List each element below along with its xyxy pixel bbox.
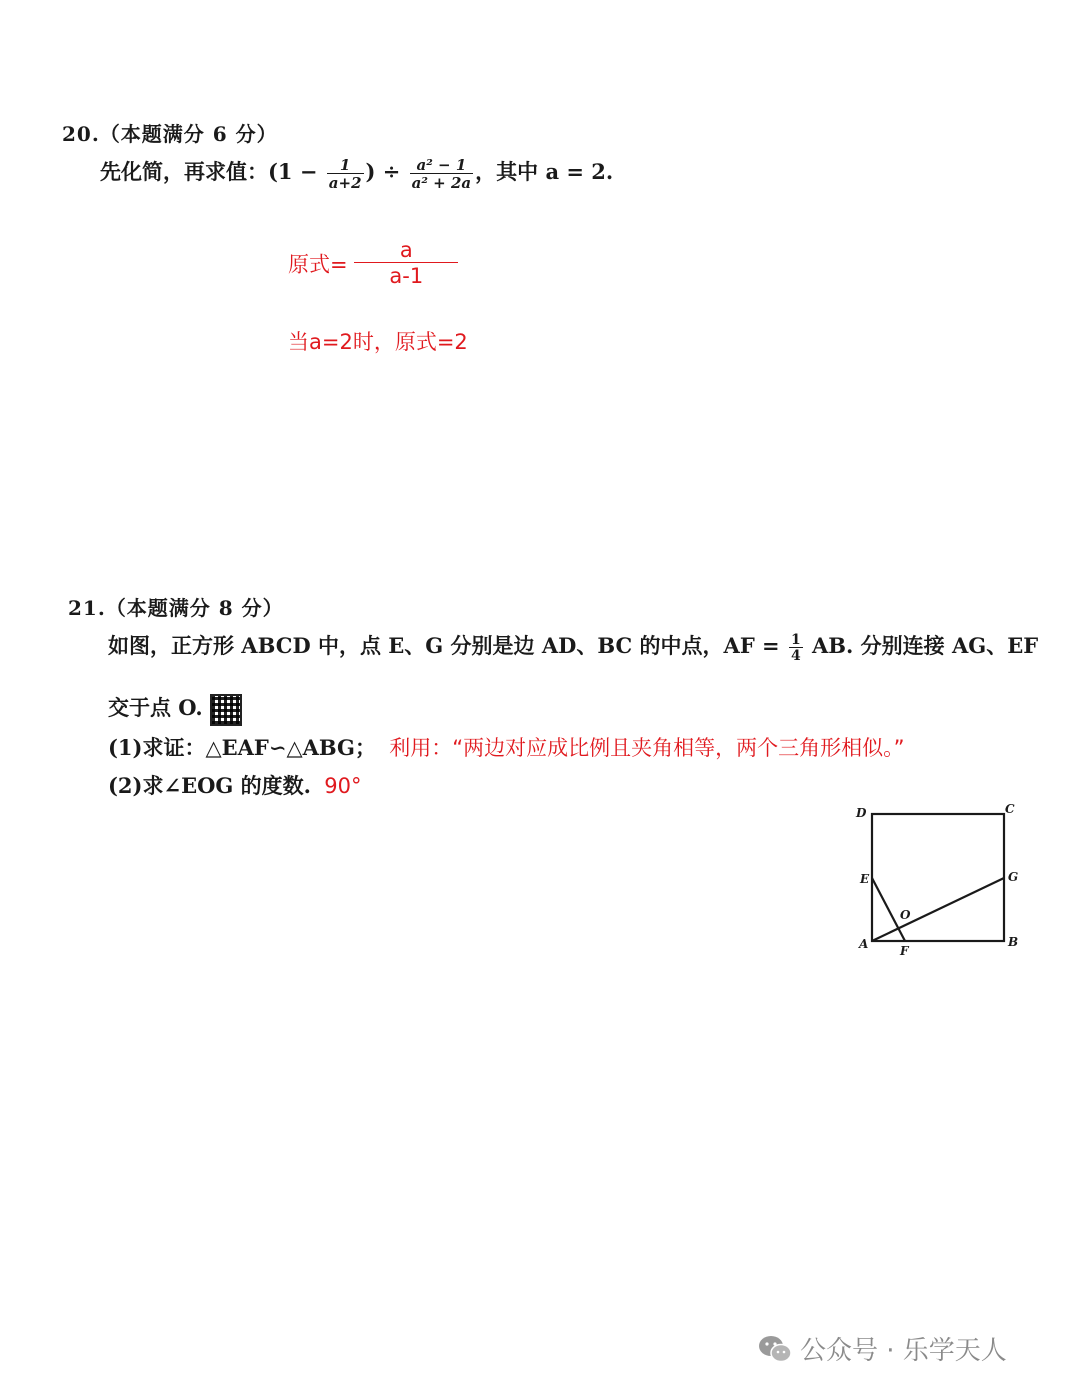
q20-answer-eval: 当a=2时，原式=2 <box>288 330 468 354</box>
square-figure <box>850 798 1030 960</box>
q20-answer-fraction <box>354 238 458 289</box>
label-a: A <box>859 937 869 951</box>
q21-af-den: 4 <box>790 647 801 664</box>
label-g: G <box>1008 870 1019 884</box>
square-abcd <box>872 814 1004 941</box>
q20-fraction-2 <box>410 157 473 191</box>
q20-fraction-1-den: a+2 <box>328 173 362 192</box>
q21-line2 <box>108 692 242 726</box>
q20-answer-label: 原式= <box>288 252 348 277</box>
label-d: D <box>856 806 867 820</box>
q20-fraction-2-den: a² + 2a <box>411 173 472 192</box>
q21-part1-answer: 利用：“两边对应成比例且夹角相等，两个三角形相似。” <box>389 736 905 760</box>
q20-prompt-lead: 先化简，再求值： <box>100 159 268 184</box>
q20-answer-num: a <box>399 238 413 262</box>
q20-header: 20.（本题满分 6 分） <box>62 122 278 146</box>
q20-answer <box>288 238 458 289</box>
q20-fraction-2-num: a² − 1 <box>416 155 467 174</box>
q21-part2-text: (2)求∠EOG 的度数. <box>108 773 311 798</box>
wechat-icon <box>758 1334 792 1364</box>
q21-part1 <box>108 732 905 762</box>
watermark <box>758 1330 1007 1367</box>
segment-ag <box>872 878 1004 941</box>
q21-line1 <box>108 630 1038 663</box>
q20-fraction-1-num: 1 <box>339 155 351 174</box>
q21-line1-a: 如图，正方形 ABCD 中，点 E、G 分别是边 AD、BC 的中点，AF = <box>108 633 780 658</box>
q21-af-fraction <box>789 633 803 663</box>
label-f: F <box>900 944 909 958</box>
qr-code-icon <box>210 694 242 726</box>
q21-part1-text: (1)求证：△EAF∽△ABG； <box>108 735 376 760</box>
q20-expr-tail: ，其中 a = 2. <box>475 159 614 184</box>
q20-fraction-1 <box>327 157 364 191</box>
q21-line2-text: 交于点 O. <box>108 695 203 720</box>
label-o: O <box>900 908 911 922</box>
q21-part2 <box>108 770 361 800</box>
q20-answer-den: a-1 <box>354 262 458 289</box>
q20-prompt <box>100 156 613 191</box>
q20-expr-mid: ) ÷ <box>365 159 401 184</box>
watermark-text: 公众号 · 乐学天人 <box>800 1336 1007 1366</box>
q20-expr-open: (1 − <box>268 159 318 184</box>
label-e: E <box>860 872 870 886</box>
q21-af-num: 1 <box>790 631 801 648</box>
label-b: B <box>1008 935 1019 949</box>
label-c: C <box>1005 802 1015 816</box>
q21-header: 21.（本题满分 8 分） <box>68 596 284 620</box>
q21-part2-answer: 90° <box>324 774 362 798</box>
q21-line1-b: AB. 分别连接 AG、EF <box>812 633 1039 658</box>
